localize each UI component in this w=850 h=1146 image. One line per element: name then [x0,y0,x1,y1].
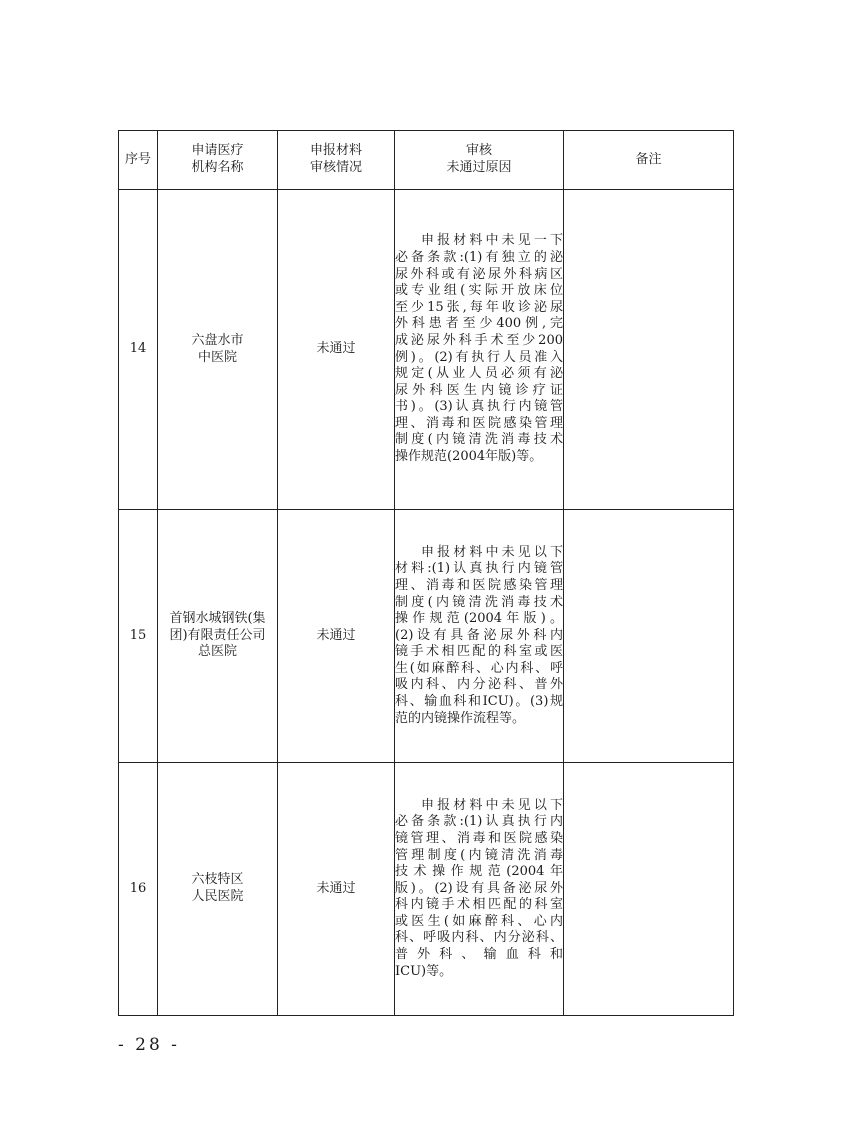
table-row [119,510,734,763]
header-text: 序号 [124,151,151,167]
institution-name-line: 首钢水城钢铁(集 [169,611,266,627]
status-cell [278,763,395,1016]
header-cell-institution [158,131,278,190]
reason-line: 生(如麻醉科、心内科、呼 [395,660,563,676]
reason-line: 理、消毒和医院感染管理 [395,415,563,431]
header-text: 申请医疗 [191,143,244,159]
reason-line: ICU)等。 [395,963,453,979]
reason-line: 科内镜手术相匹配的科室 [395,897,563,913]
institution-cell [158,510,278,763]
reason-cell [395,190,564,510]
reason-line: 管理制度(内镜清洗消毒 [395,847,563,863]
reason-line: 申报材料中未见以下 [421,797,563,813]
reason-cell [395,510,564,763]
status-cell [278,510,395,763]
institution-name-line: 六枝特区 [191,872,244,888]
institution-name-line: 总医院 [197,644,237,660]
reason-line: 申报材料中未见以下 [421,544,563,560]
reason-line: 必备条款:(1)有独立的泌 [395,249,563,265]
institution-name-line: 中医院 [197,349,237,365]
institution-cell [158,763,278,1016]
table-row [119,190,734,510]
reason-line: 操作规范(2004年版)。 [395,611,563,627]
header-cell-index [119,131,158,190]
reason-line: 吸内科、内分泌科、普外 [395,677,563,693]
reason-line: 尿外科医生内镜诊疗证 [395,382,563,398]
reason-line: 镜手术相匹配的科室或医 [395,644,563,660]
institution-name-line: 六盘水市 [191,332,244,348]
reason-line: 尿外科或有泌尿外科病区 [395,266,563,282]
reason-line: 或专业组(实际开放床位 [395,283,563,299]
reason-line: 例)。(2)有执行人员准入 [395,349,563,365]
reason-line: 科、输血科和ICU)。(3)规 [395,694,563,710]
reason-line: 申报材料中未见一下 [421,233,563,249]
reason-line: 范的内镜操作流程等。 [395,710,526,726]
header-cell-remark [564,131,734,190]
reason-line: 版)。(2)设有具备泌尿外 [395,880,563,896]
reason-line: 规定(从业人员必须有泌 [395,366,563,382]
header-text: 审核 [465,143,492,159]
reason-line: 普外科、输血科和 [395,947,563,963]
row-number: 16 [129,880,147,896]
reason-line: 成泌尿外科手术至少200 [395,332,563,348]
header-text: 申报材料 [309,143,362,159]
row-number-cell [119,510,158,763]
review-table [118,130,734,1016]
header-cell-status [278,131,395,190]
header-cell-reason [395,131,564,190]
remark-cell [564,763,734,1016]
header-text: 备注 [635,151,662,167]
row-number: 15 [129,627,147,643]
reason-line: (2)设有具备泌尿外科内 [395,627,563,643]
reason-line: 制度(内镜清洗消毒技术 [395,594,563,610]
reason-line: 至少15张,每年收诊泌尿 [395,299,563,315]
review-status: 未通过 [316,341,356,357]
reason-line: 科、呼吸内科、内分泌科、 [395,930,563,946]
row-number-cell [119,763,158,1016]
row-number: 14 [129,341,147,357]
reason-line: 书)。(3)认真执行内镜管 [395,399,563,415]
institution-name-line: 团)有限责任公司 [169,627,266,643]
page-number: - 28 - [118,1035,180,1055]
review-status: 未通过 [316,627,356,643]
header-text: 审核情况 [309,160,362,175]
remark-cell [564,510,734,763]
table-row [119,763,734,1016]
header-text: 未通过原因 [446,160,512,175]
reason-cell [395,763,564,1016]
row-number-cell [119,190,158,510]
review-status: 未通过 [316,880,356,896]
reason-line: 材料:(1)认真执行内镜管 [395,561,563,577]
reason-line: 制度(内镜清洗消毒技术 [395,432,563,448]
header-text: 机构名称 [191,160,244,175]
reason-line: 理、消毒和医院感染管理 [395,577,563,593]
remark-cell [564,190,734,510]
reason-line: 必备条款:(1)认真执行内 [395,814,563,830]
reason-line: 操作规范(2004年版)等。 [395,449,543,465]
reason-line: 镜管理、消毒和医院感染 [395,830,563,846]
institution-name-line: 人民医院 [191,889,244,904]
reason-line: 或医生(如麻醉科、心内 [395,913,563,929]
institution-cell [158,190,278,510]
reason-line: 外科患者至少400例,完 [395,316,563,332]
status-cell [278,190,395,510]
table-header-row [119,131,734,190]
reason-line: 技术操作规范(2004年 [395,864,563,880]
